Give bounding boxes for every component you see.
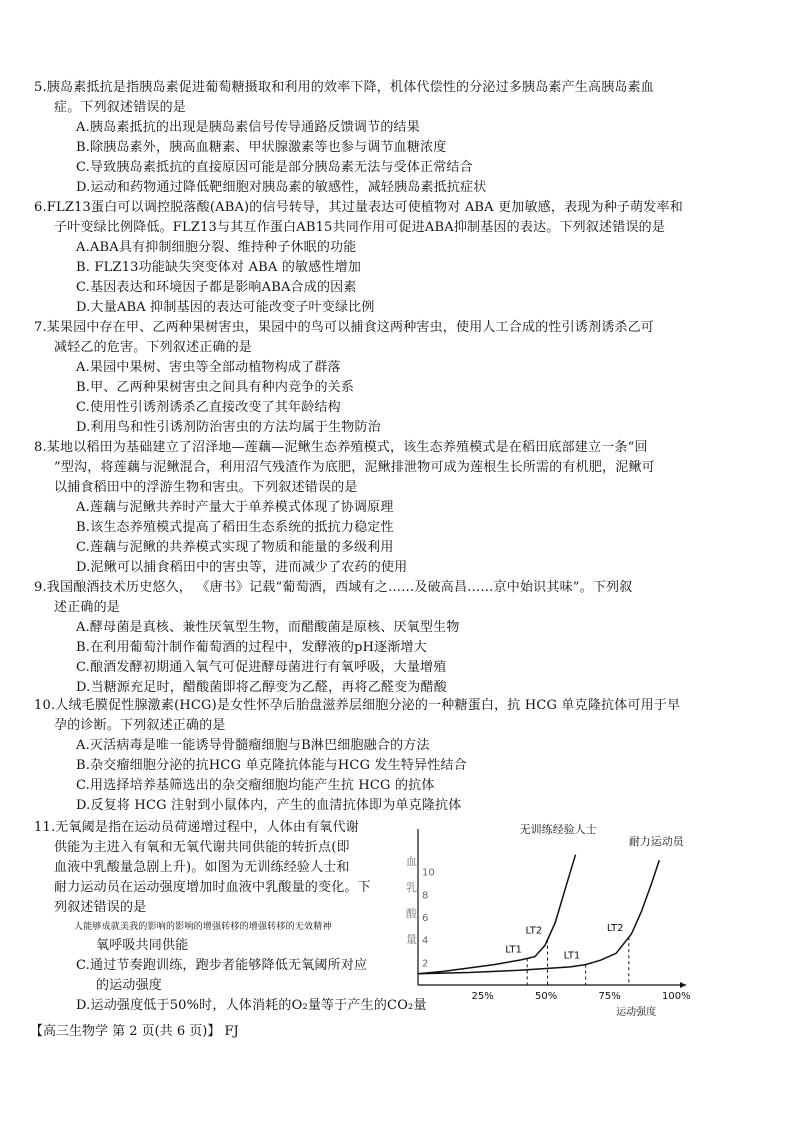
series-line-2 <box>418 860 659 973</box>
threshold-label: LT2 <box>606 923 624 935</box>
option-d: D.反复将 HCG 注射到小鼠体内，产生的血清抗体即为单克隆抗体 <box>76 798 462 813</box>
option-b: B. FLZ13功能缺失突变体对 ABA 的敏感性增加 <box>76 260 362 275</box>
threshold-label: LT1 <box>505 944 522 956</box>
option-c: C.用选择培养基筛选出的杂交瘤细胞均能产生抗 HCG 的抗体 <box>76 778 435 793</box>
question-stem: 血液中乳酸量急剧上升)。如图为无训练经验人士和 <box>54 860 350 875</box>
question-11 <box>34 818 454 1016</box>
y-axis-label-fragment: 血 <box>406 855 417 868</box>
garbled-option-text: 人能够成就美我的影响的影响的增强转移的增强转移的无效精神 <box>74 922 332 932</box>
question-stem: 耐力运动员在运动强度增加时血液中乳酸量的变化。下 <box>54 880 371 895</box>
option-b: B.甲、乙两种果树害虫之间具有种内竞争的关系 <box>76 380 355 395</box>
question-stem: 5.胰岛素抵抗是指胰岛素促进葡萄糖摄取和利用的效率下降，机体代偿性的分泌过多胰岛素产生高胰岛素血 <box>34 80 655 95</box>
option-d: D.泥鳅可以捕食稻田中的害虫等，进而减少了农药的使用 <box>76 560 408 575</box>
option-b: B.该生态养殖模式提高了稻田生态系统的抵抗力稳定性 <box>76 520 394 535</box>
option-d: D.当糖源充足时，醋酸菌即将乙醇变为乙醛，再将乙醛变为醋酸 <box>76 680 447 695</box>
question-stem: 孕的诊断。下列叙述正确的是 <box>54 718 226 733</box>
option-a: A.莲藕与泥鳅共养时产量大于单养模式体现了协调原理 <box>76 500 394 515</box>
question-stem: 子叶变绿比例降低。FLZ13与其互作蛋白AB15共同作用可促进ABA抑制基因的表达。下列叙述错误的是 <box>54 220 666 235</box>
option-b: B.杂交瘤细胞分泌的抗HCG 单克隆抗体能与HCG 发生特异性结合 <box>76 758 467 773</box>
lactate-chart <box>400 815 700 1020</box>
page-footer: 【高三生物学 第 2 页(共 6 页)】 FJ <box>30 1024 239 1039</box>
y-axis-label-fragment: 乳 <box>406 881 417 894</box>
option-c: C.通过节奏跑训练，跑步者能够降低无氧阈所对应 <box>76 958 368 973</box>
x-tick-label: 25% <box>471 991 494 1002</box>
x-tick-label: 75% <box>598 991 621 1002</box>
question-stem: 7.某果园中存在甲、乙两种果树害虫，果园中的鸟可以捕食这两种害虫，使用人工合成的性引诱剂诱杀乙可 <box>34 320 655 335</box>
question-stem: ”型沟，将莲藕与泥鳅混合，利用沼气残渣作为底肥，泥鳅排泄物可成为莲根生长所需的有机肥，泥鳅可 <box>54 460 655 475</box>
question-stem: 9.我国酿酒技术历史悠久， 《唐书》记载“葡萄酒，西域有之……及破高昌……京中始识其味”。下列叙 <box>34 580 633 595</box>
question-stem: 以捕食稻田中的浮游生物和害虫。下列叙述错误的是 <box>54 480 358 495</box>
y-tick-label: 4 <box>422 935 429 947</box>
y-tick-label: 2 <box>422 958 429 970</box>
option-c: C.莲藕与泥鳅的共养模式实现了物质和能量的多级利用 <box>76 540 394 555</box>
question-stem: 述正确的是 <box>54 600 121 615</box>
question-stem: 症。下列叙述错误的是 <box>54 100 187 115</box>
y-axis-label-fragment: 量 <box>406 933 417 946</box>
y-tick-label: 6 <box>422 913 429 924</box>
question-stem: 10.人绒毛膜促性腺激素(HCG)是女性怀孕后胎盘滋养层细胞分泌的一种糖蛋白，抗 HCG 单克隆抗体可用于早 <box>34 698 681 713</box>
question-stem: 供能为主进入有氧和无氧代谢共同供能的转折点(即 <box>54 840 350 855</box>
y-axis-label-fragment: 酸 <box>406 907 417 920</box>
series-label-untrained: 无训练经验人士 <box>519 823 597 836</box>
option-c: C.导致胰岛素抵抗的直接原因可能是部分胰岛素无法与受体正常结合 <box>76 160 473 175</box>
option-d: D.运动和药物通过降低靶细胞对胰岛素的敏感性，减轻胰岛素抵抗症状 <box>76 180 487 195</box>
x-axis-arrow <box>680 982 686 988</box>
question-8 <box>34 438 754 578</box>
option-d: D.利用鸟和性引诱剂防治害虫的方法均属于生物防治 <box>76 420 381 435</box>
option-a: A.胰岛素抵抗的出现是胰岛素信号传导通路反馈调节的结果 <box>76 120 420 135</box>
option-d: D.大量ABA 抑制基因的表达可能改变子叶变绿比例 <box>76 300 375 315</box>
option-c-continued: 的运动强度 <box>96 978 163 993</box>
option-c: C.酿酒发酵初期通入氧气可促进酵母菌进行有氧呼吸，大量增殖 <box>76 660 447 675</box>
option-a: A.ABA具有抑制细胞分裂、维持种子休眠的功能 <box>76 240 357 255</box>
question-10 <box>34 696 754 816</box>
x-tick-label: 100% <box>662 991 691 1002</box>
option-c: C.基因表达和环境因子都是影响ABA合成的因素 <box>76 280 357 295</box>
question-5 <box>34 78 754 198</box>
question-stem: 11.无氧阈是指在运动员荷递增过程中，人体由有氧代谢 <box>34 820 359 835</box>
question-stem: 列叙述错误的是 <box>54 900 147 915</box>
option-b: B.在利用葡萄汁制作葡萄酒的过程中，发酵液的pH逐渐增大 <box>76 640 427 655</box>
threshold-label: LT1 <box>563 950 581 962</box>
question-6 <box>34 198 754 318</box>
series-label-athlete: 耐力运动员 <box>628 835 684 848</box>
option-b: B.除胰岛素外，胰高血糖素、甲状腺激素等也参与调节血糖浓度 <box>76 140 447 155</box>
question-stem: 6.FLZ13蛋白可以调控脱落酸(ABA)的信号转导，其过量表达可使植物对 ABA 更加敏感，表现为种子萌发率和 <box>34 200 683 215</box>
option-a: A.灭活病毒是唯一能诱导骨髓瘤细胞与B淋巴细胞融合的方法 <box>76 738 430 753</box>
y-tick-label: 10 <box>422 867 435 879</box>
threshold-label: LT2 <box>525 925 543 937</box>
x-tick-label: 50% <box>535 991 558 1002</box>
question-stem: 8.某地以稻田为基础建立了沼泽地—莲藕—泥鳅生态养殖模式，该生态养殖模式是在稻田底部建立一条“回 <box>34 440 648 455</box>
y-tick-label: 8 <box>422 890 429 902</box>
question-9 <box>34 578 754 698</box>
option-a: A.酵母菌是真核、兼性厌氧型生物，而醋酸菌是原核、厌氧型生物 <box>76 620 460 635</box>
question-7 <box>34 318 754 438</box>
question-stem: 减轻乙的危害。下列叙述正确的是 <box>54 340 253 355</box>
option-a: A.果园中果树、害虫等全部动植物构成了群落 <box>76 360 341 375</box>
x-axis-label: 运动强度 <box>616 1007 657 1018</box>
series-line-1 <box>418 855 576 974</box>
option-c: C.使用性引诱剂诱杀乙直接改变了其年龄结构 <box>76 400 341 415</box>
option-d: D.运动强度低于50%时，人体消耗的O₂量等于产生的CO₂量 <box>76 998 427 1013</box>
option-b-continued: 氧呼吸共同供能 <box>96 938 189 953</box>
